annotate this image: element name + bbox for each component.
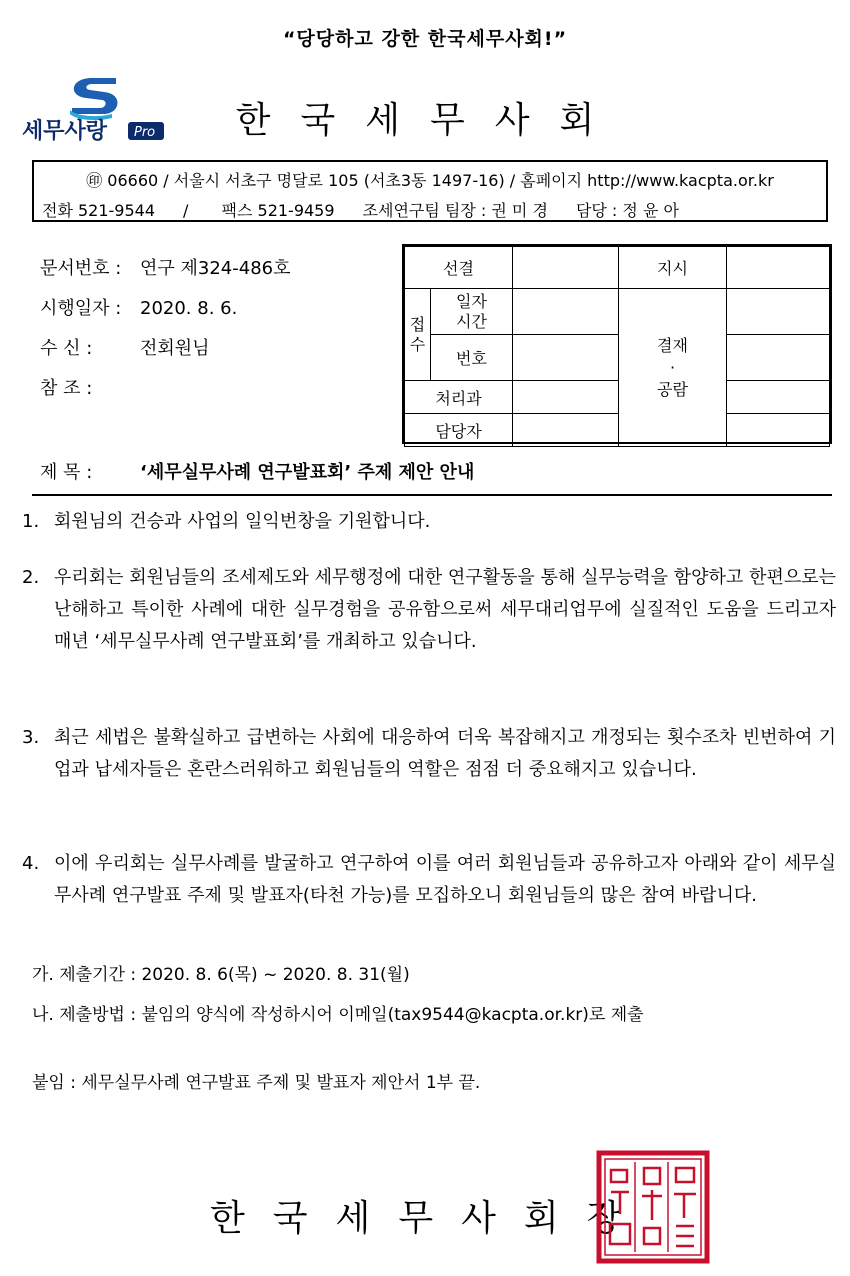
date-value: 2020. 8. 6. <box>140 298 238 319</box>
paragraph-1 <box>22 506 836 538</box>
approval-table <box>402 244 832 444</box>
company-logo <box>20 74 170 146</box>
recipient-row <box>40 334 210 360</box>
contact-line <box>42 198 834 221</box>
divider <box>32 494 832 496</box>
seongyeol-cell <box>513 247 619 289</box>
gyeoljae-gongram-label <box>619 289 727 447</box>
approval-cell-2 <box>727 335 830 381</box>
subject-label: 제 목 : <box>40 462 93 483</box>
attachment-note: 붙임 : 세무실무사례 연구발표 주제 및 발표자 제안서 1부 끝. <box>32 1073 481 1093</box>
paragraph-4 <box>22 848 836 912</box>
reference-label: 참 조 : <box>40 378 93 399</box>
organization-title: 한국세무사회 <box>235 100 625 141</box>
paragraph-number: 3. <box>22 727 40 748</box>
official-seal <box>596 1150 710 1264</box>
reference-row <box>40 374 140 400</box>
cheorigwa-cell <box>513 381 619 414</box>
paragraph-number: 2. <box>22 567 40 588</box>
submission-method <box>32 1000 644 1025</box>
seongyeol-label: 선결 <box>405 247 513 289</box>
paragraph-number: 1. <box>22 511 40 532</box>
paragraph-2 <box>22 562 836 658</box>
date-time-cell <box>513 289 619 335</box>
recipient-value: 전회원님 <box>140 338 210 359</box>
paragraph-text: 우리회는 회원님들의 조세제도와 세무행정에 대한 연구활동을 통해 실무능력을 함양하고 한편으로는 난해하고 특이한 사례에 대한 실무경험을 공유함으로써 세무대리업무에 실질적인 도움을 드리고자 매년 ‘세무실무사례 연구발표회’를 개최하고 있습니다. <box>54 567 836 652</box>
paragraph-text: 이에 우리회는 실무사례를 발굴하고 연구하여 이를 여러 회원님들과 공유하고자 아래와 같이 세무실무사례 연구발표 주제 및 발표자(타천 가능)를 모집하오니 회원님들의 많은 참여 바랍니다. <box>54 853 836 906</box>
address-line: ㊞ 06660 / 서울시 서초구 명달로 105 (서초3동 1497-16) / 홈페이지 http://www.kacpta.or.kr <box>86 171 774 190</box>
approval-cell-3 <box>727 381 830 414</box>
address-box <box>32 160 828 222</box>
damdangja-cell <box>513 414 619 447</box>
item-value: 붙임의 양식에 작성하시어 이메일(tax9544@kacpta.or.kr)로 제출 <box>141 1005 644 1025</box>
slogan: “당당하고 강한 한국세무사회!” <box>282 28 568 50</box>
jeopsu-label: 접수 <box>405 289 431 381</box>
submission-period <box>32 960 410 985</box>
jisi-cell <box>727 247 830 289</box>
contact-person: 담당 : 정 윤 아 <box>575 201 679 220</box>
logo-badge: Pro <box>134 125 156 140</box>
logo-s-mark <box>72 78 118 114</box>
gyeoljae-text: 결재 <box>657 335 688 355</box>
team-leader: 조세연구팀 팀장 : 권 미 경 <box>362 201 548 220</box>
number-cell <box>513 335 619 381</box>
subject-value: ‘세무실무사례 연구발표회’ 주제 제안 안내 <box>140 462 475 483</box>
recipient-label: 수 신 : <box>40 338 93 359</box>
separator: / <box>183 201 189 220</box>
doc-number-row <box>40 254 290 280</box>
signature-line: 한국세무사회장 <box>210 1198 650 1239</box>
item-label: 가. 제출기간 : <box>32 965 137 985</box>
jisi-label: 지시 <box>619 247 727 289</box>
approval-cell-1 <box>727 289 830 335</box>
paragraph-number: 4. <box>22 853 40 874</box>
paragraph-text: 최근 세법은 불확실하고 급변하는 사회에 대응하여 더욱 복잡해지고 개정되는 횟수조차 빈번하여 기업과 납세자들은 혼란스러워하고 회원님들의 역할은 점점 더 중요해지고 있습니다. <box>54 727 836 780</box>
dot-text: · <box>669 357 676 377</box>
paragraph-3 <box>22 722 836 786</box>
phone-number: 전화 521-9544 <box>42 201 156 220</box>
cheorigwa-label: 처리과 <box>405 381 513 414</box>
date-time-label: 일자 시간 <box>431 289 513 335</box>
approval-cell-4 <box>727 414 830 447</box>
date-row <box>40 294 237 320</box>
doc-number-label: 문서번호 : <box>40 258 122 279</box>
damdangja-label: 담당자 <box>405 414 513 447</box>
subject-row <box>40 458 474 484</box>
date-label: 시행일자 : <box>40 298 122 319</box>
logo-text: 세무사랑 <box>22 119 108 144</box>
item-label: 나. 제출방법 : <box>32 1005 137 1025</box>
number-label: 번호 <box>431 335 513 381</box>
item-value: 2020. 8. 6(목) ~ 2020. 8. 31(월) <box>141 965 410 985</box>
fax-number: 팩스 521-9459 <box>221 201 335 220</box>
gongram-text: 공람 <box>657 379 688 399</box>
paragraph-text: 회원님의 건승과 사업의 일익번창을 기원합니다. <box>54 511 431 532</box>
doc-number-value: 연구 제324-486호 <box>140 258 291 279</box>
